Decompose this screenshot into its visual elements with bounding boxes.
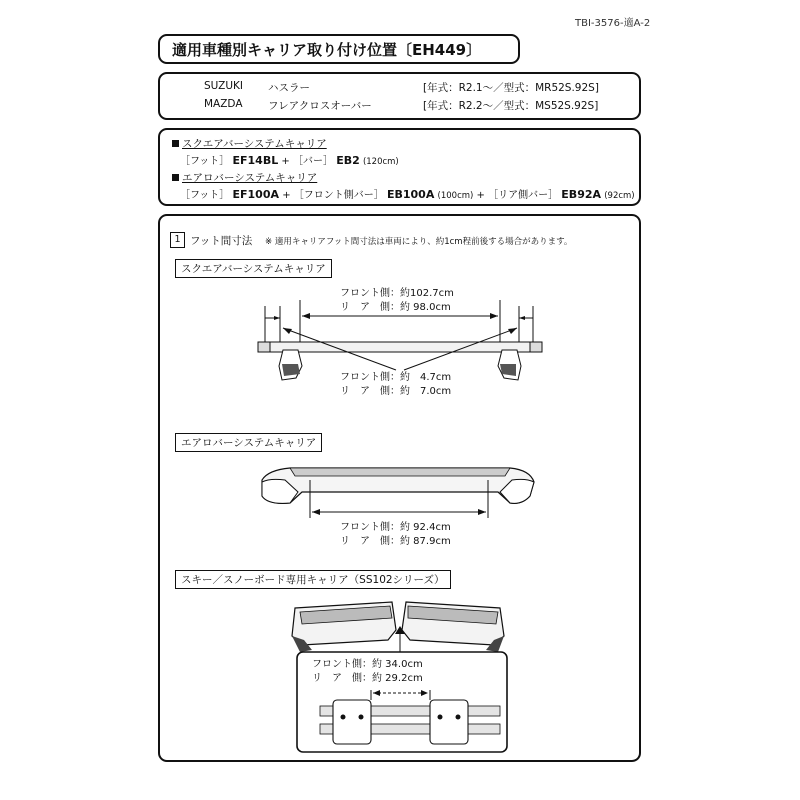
ski-diagram-label: スキー／スノーボード専用キャリア（SS102シリーズ）	[175, 570, 451, 589]
ski-rear: リ ア 側：約 29.2cm	[312, 673, 423, 684]
square-inner-rear: リ ア 側：約 7.0cm	[340, 386, 452, 397]
section-note: ※ 適用キャリアフット間寸法は車両により、約1cm程前後する場合があります。	[265, 237, 573, 247]
square-outer-front: フロント側：約102.7cm	[340, 288, 454, 299]
page-title-text: 適用車種別キャリア取り付け位置〔EH449〕	[172, 40, 482, 59]
square-inner-front: フロント側：約 4.7cm	[340, 372, 452, 383]
aero-diagram-label: エアロバーシステムキャリア	[175, 433, 322, 452]
document-id: TBI-3576-適A-2	[575, 18, 651, 29]
section-title: フット間寸法	[190, 235, 253, 247]
vehicle-spec: [年式：R2.1〜／型式：MR52S.92S]	[423, 82, 599, 94]
ski-front: フロント側：約 34.0cm	[312, 659, 423, 670]
aero-front: フロント側：約 92.4cm	[340, 522, 451, 533]
square-outer-rear: リ ア 側：約 98.0cm	[340, 302, 451, 313]
vehicle-model: フレアクロスオーバー	[268, 100, 372, 112]
vehicle-model: ハスラー	[268, 82, 310, 94]
vehicle-maker: MAZDA	[204, 98, 243, 110]
vehicle-spec: [年式：R2.2〜／型式：MS52S.92S]	[423, 100, 599, 112]
section-number: 1	[170, 232, 185, 248]
square-carrier-heading: スクエアバーシステムキャリア	[172, 136, 327, 151]
aero-rear: リ ア 側：約 87.9cm	[340, 536, 451, 547]
aero-carrier-parts: ［フット］ EF100A + ［フロント側バー］ EB100A (100cm) + ［リア側バー］ EB92A (92cm)	[180, 188, 635, 201]
aero-carrier-heading: エアロバーシステムキャリア	[172, 170, 317, 185]
square-diagram-label: スクエアバーシステムキャリア	[175, 259, 332, 278]
vehicle-maker: SUZUKI	[204, 80, 244, 92]
square-carrier-parts: ［フット］ EF14BL + ［バー］ EB2 (120cm)	[180, 154, 399, 167]
